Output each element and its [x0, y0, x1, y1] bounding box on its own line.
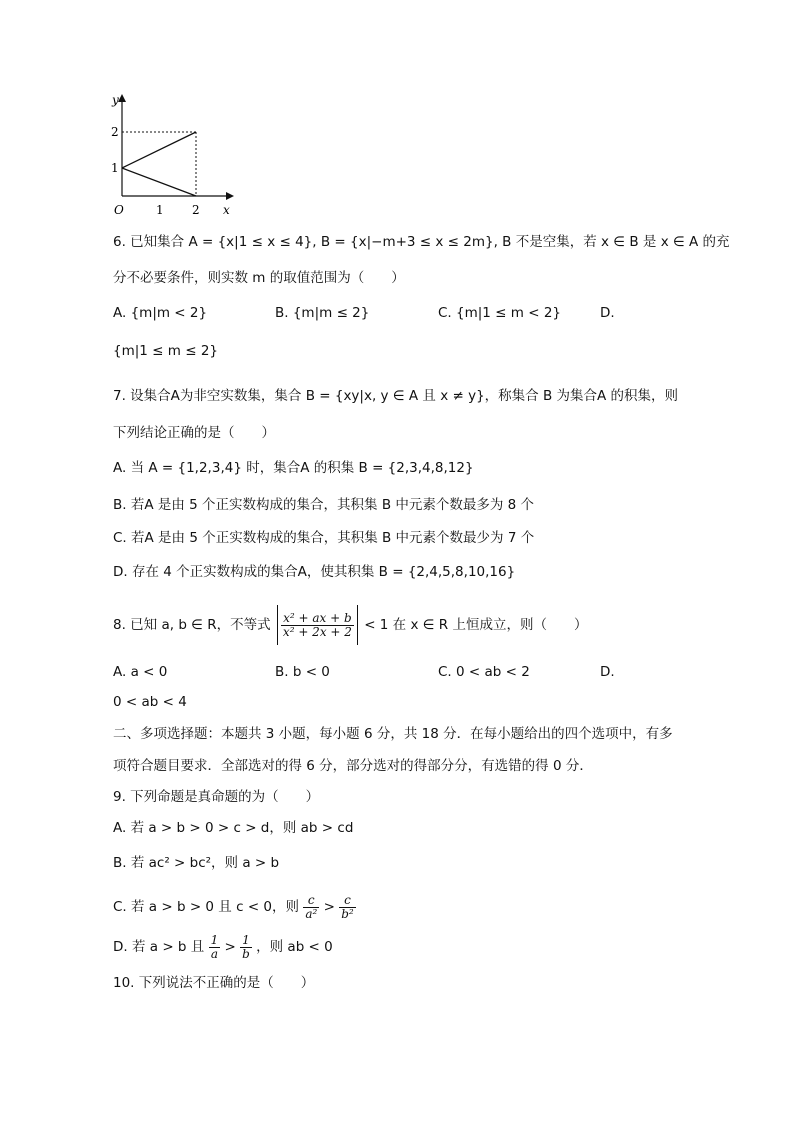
section2-instructions-line1: 二、多项选择题：本题共 3 小题，每小题 6 分，共 18 分．在每小题给出的四个选项中，有多: [113, 726, 673, 742]
q8-stem-suffix: < 1 在 x ∈ R 上恒成立，则（ ）: [364, 617, 588, 633]
q9-c-f2-den: b²: [341, 906, 354, 921]
q6-option-a: A. {m|m < 2}: [113, 305, 208, 321]
q9-stem: 9. 下列命题是真命题的为（ ）: [113, 789, 320, 805]
q9-c-f2-num: c: [339, 894, 356, 908]
q9-c-f1-den: a²: [305, 906, 318, 921]
q9-d-f1-den: a: [210, 946, 218, 961]
q7-stem-line2: 下列结论正确的是（ ）: [113, 425, 275, 441]
q7-option-a: A. 当 A = {1,2,3,4} 时，集合A 的积集 B = {2,3,4,8,12}: [113, 460, 474, 476]
q9-option-d: [113, 930, 333, 964]
q7-option-c: C. 若A 是由 5 个正实数构成的集合，其积集 B 中元素个数最少为 7 个: [113, 530, 535, 546]
q8-option-b: B. b < 0: [275, 664, 330, 680]
q6-option-c: C. {m|1 ≤ m < 2}: [438, 305, 562, 321]
q7-option-b: B. 若A 是由 5 个正实数构成的集合，其积集 B 中元素个数最多为 8 个: [113, 497, 535, 513]
q9-option-a: A. 若 a > b > 0 > c > d，则 ab > cd: [113, 820, 354, 836]
q9-option-c-gt: >: [323, 899, 335, 915]
q8-fraction-numerator: x² + ax + b: [281, 612, 354, 626]
x-tick-2: 2: [192, 203, 200, 217]
q6-option-d-content: {m|1 ≤ m ≤ 2}: [113, 343, 218, 359]
q6-option-d: D.: [600, 305, 615, 321]
segment-upper: [122, 132, 196, 168]
section2-instructions-line2: 项符合题目要求．全部选对的得 6 分，部分选对的得部分分，有选错的得 0 分．: [113, 758, 593, 774]
x-axis-label: x: [223, 203, 230, 217]
q8-stem-prefix: 8. 已知 a, b ∈ R，不等式: [113, 617, 271, 633]
q10-stem: 10. 下列说法不正确的是（ ）: [113, 975, 315, 991]
q9-d-f1-num: 1: [210, 932, 219, 947]
origin-label: O: [114, 203, 124, 217]
q8-option-a: A. a < 0: [113, 664, 168, 680]
q9-option-d-suffix: ，则 ab < 0: [256, 939, 333, 955]
q9-option-d-gt: >: [224, 939, 236, 955]
y-tick-2: 2: [111, 125, 119, 139]
q8-option-c: C. 0 < ab < 2: [438, 664, 530, 680]
q9-d-f2-num: 1: [240, 934, 252, 948]
q8-fraction: [281, 612, 354, 639]
y-axis-label: y: [112, 93, 119, 107]
q9-option-c: [113, 890, 356, 924]
q9-option-c-prefix: C. 若 a > b > 0 且 c < 0，则: [113, 899, 300, 915]
x-tick-1: 1: [156, 203, 164, 217]
q9-c-f1-num: c: [303, 894, 319, 908]
q6-option-b: B. {m|m ≤ 2}: [275, 305, 370, 321]
q6-stem-line2: 分不必要条件，则实数 m 的取值范围为（ ）: [113, 270, 405, 286]
q9-option-d-fraction2: [240, 934, 252, 961]
q8-option-d: D.: [600, 664, 615, 680]
q8-absolute-value: [277, 605, 358, 645]
q9-option-b: B. 若 ac² > bc²，则 a > b: [113, 855, 280, 871]
q9-option-d-prefix: D. 若 a > b 且: [113, 939, 205, 955]
y-axis-arrow: [118, 94, 126, 102]
y-tick-1: 1: [111, 161, 119, 175]
q6-stem-line1: 6. 已知集合 A = {x|1 ≤ x ≤ 4}, B = {x|−m+3 ≤ x ≤ 2m}, B 不是空集，若 x ∈ B 是 x ∈ A 的充: [113, 234, 730, 250]
q8-fraction-denominator: x² + 2x + 2: [282, 624, 352, 639]
q9-option-c-fraction2: [339, 894, 356, 921]
q9-option-c-fraction1: [303, 894, 319, 921]
segment-lower: [122, 168, 196, 196]
q7-option-d: D. 存在 4 个正实数构成的集合A，使其积集 B = {2,4,5,8,10,16}: [113, 564, 516, 580]
q8-stem: [113, 605, 587, 645]
x-axis-arrow: [226, 192, 234, 200]
q9-option-d-fraction1: [209, 934, 221, 961]
q8-option-d-content: 0 < ab < 4: [113, 694, 187, 710]
q9-d-f2-den: b: [242, 946, 250, 961]
function-graph: [108, 90, 248, 220]
q7-stem-line1: 7. 设集合A为非空实数集，集合 B = {xy|x, y ∈ A 且 x ≠ y}，称集合 B 为集合A 的积集，则: [113, 388, 679, 404]
